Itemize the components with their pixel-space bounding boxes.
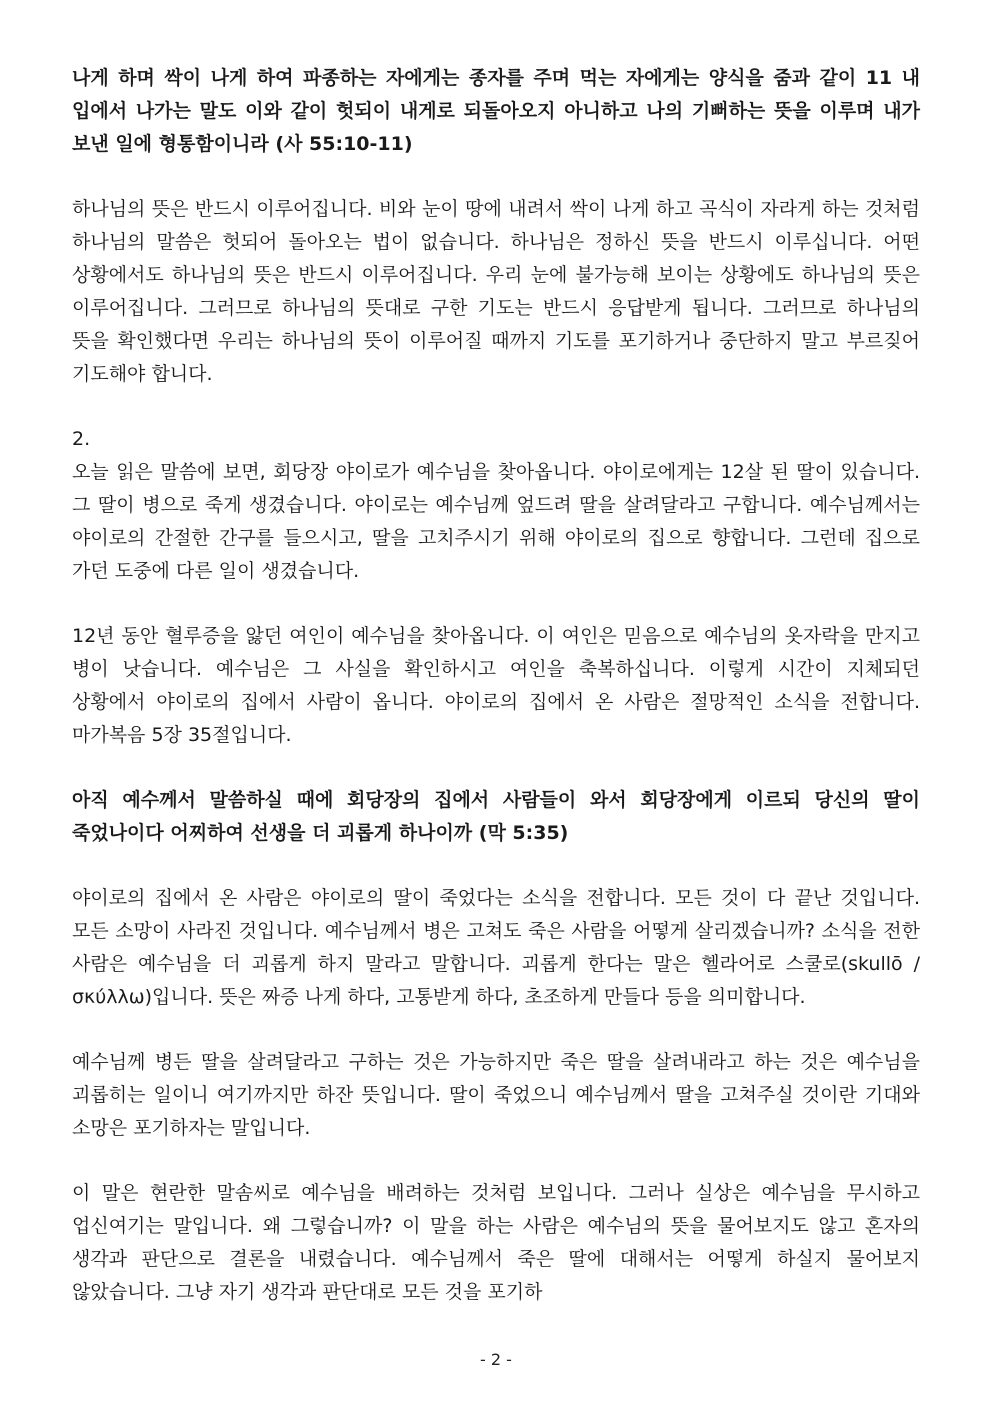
body-paragraph: 하나님의 뜻은 반드시 이루어집니다. 비와 눈이 땅에 내려서 싹이 나게 하고 곡식이 자라게 하는 것처럼 하나님의 말씀은 헛되어 돌아오는 법이 없습니다. 하나님은 정하신 뜻을 반드시 이루십니다. 어떤 상황에서도 하나님의 뜻은 반드시 이루어집니다. 우리 눈에 불가능해 보이는 상황에도 하나님의 뜻은 이루어집니다. 그러므로 하나님의 뜻대로 구한 기도는 반드시 응답받게 됩니다. 그러므로 하나님의 뜻을 확인했다면 우리는 하나님의 뜻이 이루어질 때까지 기도를 포기하거나 중단하지 말고 부르짖어 기도해야 합니다. [72,198,920,385]
page-number: - 2 - [480,1350,512,1369]
body-paragraph: 오늘 읽은 말씀에 보면, 회당장 야이로가 예수님을 찾아옵니다. 야이로에게는 12살 된 딸이 있습니다. 그 딸이 병으로 죽게 생겼습니다. 야이로는 예수님께 엎드려 딸을 살려달라고 구합니다. 예수님께서는 야이로의 간절한 간구를 들으시고, 딸을 고치주시기 위해 야이로의 집으로 향합니다. 그런데 집으로 가던 도중에 다른 일이 생겼습니다. [72,461,920,582]
body-paragraph: 이 말은 현란한 말솜씨로 예수님을 배려하는 것처럼 보입니다. 그러나 실상은 예수님을 무시하고 업신여기는 말입니다. 왜 그렇습니까? 이 말을 하는 사람은 예수님의 뜻을 물어보지도 않고 혼자의 생각과 판단으로 결론을 내렸습니다. 예수님께서 죽은 딸에 대해서는 어떻게 하실지 물어보지 않았습니다. 그냥 자기 생각과 판단대로 모든 것을 포기하 [72,1182,920,1303]
document-page [72,62,920,1309]
scripture-quote-isaiah: 나게 하며 싹이 나게 하여 파종하는 자에게는 종자를 주며 먹는 자에게는 양식을 줌과 같이 11 내 입에서 나가는 말도 이와 같이 헛되이 내게로 되돌아오지 아니하고 나의 기뻐하는 뜻을 이루며 내가 보낸 일에 형통함이니라 (사 55:10-11) [72,67,920,155]
body-paragraph: 12년 동안 혈루증을 앓던 여인이 예수님을 찾아옵니다. 이 여인은 믿음으로 예수님의 옷자락을 만지고 병이 낫습니다. 예수님은 그 사실을 확인하시고 여인을 축복하십니다. 이렇게 시간이 지체되던 상황에서 야이로의 집에서 사람이 옵니다. 야이로의 집에서 온 사람은 절망적인 소식을 전합니다. 마가복음 5장 35절입니다. [72,625,920,746]
section-number: 2. [72,428,91,450]
body-paragraph: 예수님께 병든 딸을 살려달라고 구하는 것은 가능하지만 죽은 딸을 살려내라고 하는 것은 예수님을 괴롭히는 일이니 여기까지만 하잔 뜻입니다. 딸이 죽었으니 예수님께서 딸을 고쳐주실 것이란 기대와 소망은 포기하자는 말입니다. [72,1051,920,1139]
body-paragraph: 야이로의 집에서 온 사람은 야이로의 딸이 죽었다는 소식을 전합니다. 모든 것이 다 끝난 것입니다. 모든 소망이 사라진 것입니다. 예수님께서 병은 고쳐도 죽은 사람을 어떻게 살리겠습니까? 소식을 전한 사람은 예수님을 더 괴롭게 하지 말라고 말합니다. 괴롭게 한다는 말은 헬라어로 스쿨로(skullō / σκύλλω)입니다. 뜻은 짜증 나게 하다, 고통받게 하다, 초조하게 만들다 등을 의미합니다. [72,887,920,1008]
scripture-quote-mark: 아직 예수께서 말씀하실 때에 회당장의 집에서 사람들이 와서 회당장에게 이르되 당신의 딸이 죽었나이다 어찌하여 선생을 더 괴롭게 하나이까 (막 5:35) [72,789,920,844]
